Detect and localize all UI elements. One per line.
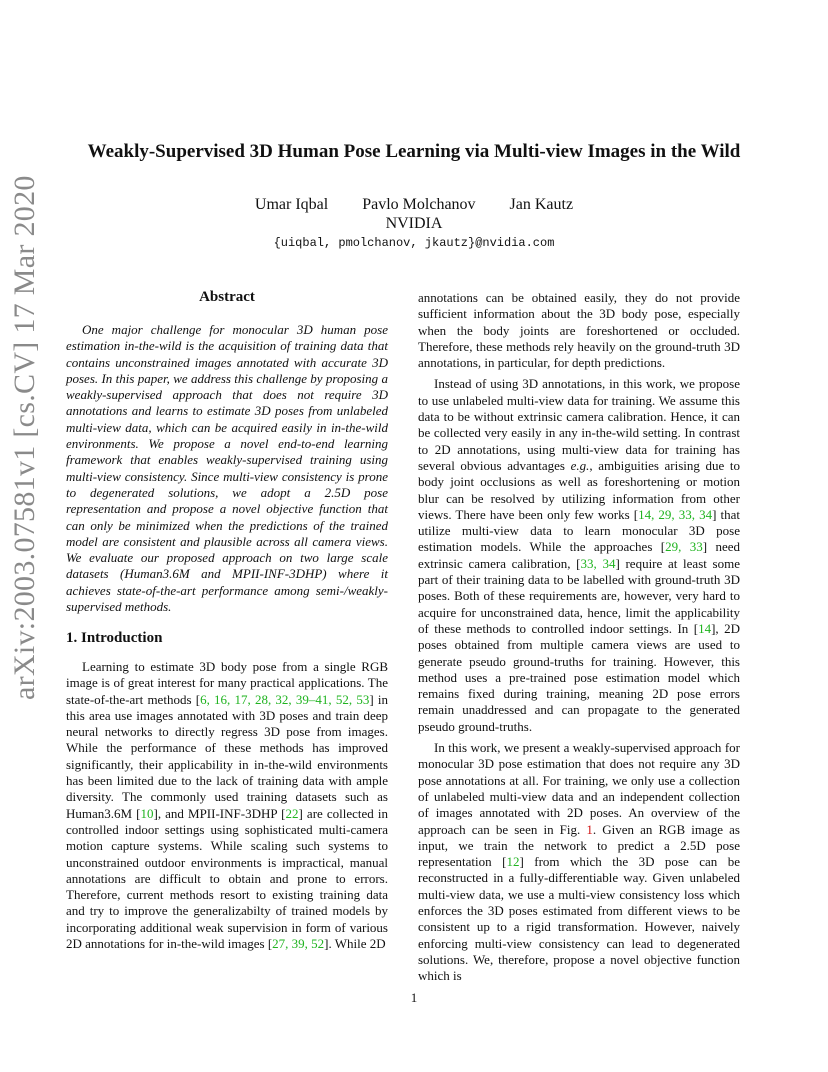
abstract-text: One major challenge for monocular 3D human pose estimation in-the-wild is the acquisition of training data that contains unconstrained images annotated with accurate 3D poses. In this paper, we address this challenge by proposing a weakly-supervised approach that does not require 3D annotations and learns to estimate 3D poses from unlabeled multi-view data, which can be acquired easily in in-the-wild environments. We propose a novel end-to-end learning framework that enables weakly-supervised training using multi-view consistency. Since multi-view consistency is prone to degenerated solutions, we adopt a 2.5D pose representation and propose a novel objective function that can only be minimized when the predictions of the trained model are consistent and plausible across all camera views. We evaluate our proposed approach on two large scale datasets (Human3.6M and MPII-INF-3DHP) where it achieves state-of-the-art performance among semi-/weakly-supervised methods. bbox=[66, 322, 388, 615]
citation-link[interactable]: 6, 16, 17, 28, 32, 39–41, 52, 53 bbox=[200, 691, 370, 707]
abstract-body bbox=[66, 322, 388, 615]
affiliation: NVIDIA bbox=[385, 215, 443, 232]
section-heading-introduction: 1. Introduction bbox=[66, 630, 163, 646]
author-name: Jan Kautz bbox=[509, 196, 574, 213]
citation-link[interactable]: 14 bbox=[698, 620, 712, 636]
citation-link[interactable]: 29, 33 bbox=[665, 539, 703, 555]
author-name: Pavlo Molchanov bbox=[362, 196, 476, 213]
author-emails: {uiqbal, pmolchanov, jkautz}@nvidia.com bbox=[273, 236, 555, 250]
citation-link[interactable]: 10 bbox=[140, 805, 154, 821]
figure-reference-link[interactable]: 1 bbox=[586, 821, 593, 837]
abstract-heading: Abstract bbox=[199, 289, 255, 305]
citation-link[interactable]: 22 bbox=[285, 805, 299, 821]
intro-paragraph-2: Instead of using 3D annotations, in this work, we propose to use unlabeled multi-view data for training. We assume this data to be without extrinsic camera calibration. Hence, it can be collected very easily in any in-the-wild setting. In contrast to 2D annotations, using multi-view data for training has several obvious advantages e.g., ambiguities arising due to body joint occlusions as well as foreshortening or motion blur can be resolved by utilizing information from other views. There have been only few works [14, 29, 33, 34] that utilize multi-view data to learn monocular 3D pose estimation models. While the approaches [29, 33] need extrinsic camera calibration, [33, 34] require at least some part of their training data to be labelled with ground-truth 3D poses. Both of these requirements are, however, very hard to acquire for unconstrained data, hence, limit the applicability of these methods to controlled indoor settings. In [14], 2D poses obtained from multiple camera views are used to generate pseudo ground-truths for training. However, this method uses a pre-trained pose estimation model which remains fixed during training, meaning 2D pose errors remain unaddressed and can propagate to the generated pseudo ground-truths. bbox=[418, 376, 741, 734]
intro-paragraph-3: In this work, we present a weakly-supervised approach for monocular 3D pose estimation that does not require any 3D pose annotations at all. For training, we only use a collection of unlabeled multi-view data and an independent collection of images annotated with 2D poses. An overview of the approach can be seen in Fig. 1. Given an RGB image as input, we train the network to predict a 2.5D pose representation [12] from which the 3D pose can be reconstructed in a fully-differentiable way. Given unlabeled multi-view data, we use a multi-view consistency loss which enforces the 3D poses estimated from different views to be consistent up to a rigid transformation. However, naively enforcing multi-view consistency can lead to degenerated solutions. We, therefore, propose a novel objective function which is bbox=[418, 740, 740, 984]
citation-link[interactable]: 33, 34 bbox=[580, 555, 616, 571]
author-name: Umar Iqbal bbox=[254, 196, 329, 213]
citation-link[interactable]: 14, 29, 33, 34 bbox=[638, 506, 713, 522]
intro-paragraph-1: Learning to estimate 3D body pose from a single RGB image is of great interest for many practical applications. The state-of-the-art methods [6, 16, 17, 28, 32, 39–41, 52, 53] in this area use images annotated with 3D poses and train deep neural networks to directly regress 3D pose from images. While the performance of these methods has improved significantly, their applicability in in-the-wild environments has been limited due to the lack of training data with ample diversity. The commonly used training datasets such as Human3.6M [10], and MPII-INF-3DHP [22] are collected in controlled indoor settings using sophisticated multi-camera motion capture systems. While scaling such systems to unconstrained outdoor environments is impractical, manual annotations are difficult to obtain and prone to errors. Therefore, current methods resort to existing training data and try to improve the generalizabilty of trained models by incorporating additional weak supervision in form of various 2D annotations for in-the-wild images [27, 39, 52]. While 2D bbox=[66, 659, 389, 952]
paper-title: Weakly-Supervised 3D Human Pose Learning via Multi-view Images in the Wild bbox=[87, 141, 741, 162]
arxiv-side-stamp: arXiv:2003.07581v1 [cs.CV] 17 Mar 2020 bbox=[8, 175, 41, 700]
citation-link[interactable]: 12 bbox=[506, 854, 520, 870]
citation-link[interactable]: 27, 39, 52 bbox=[272, 936, 325, 952]
intro-left-column bbox=[66, 659, 388, 952]
author-list bbox=[0, 196, 828, 214]
intro-paragraph-1-continued: annotations can be obtained easily, they do not provide sufficient information about the 3D body pose, especially when the body joints are foreshortened or occluded. Therefore, these methods rely heavily on the ground-truth 3D annotations, in particular, for depth predictions. bbox=[418, 290, 740, 371]
intro-right-column bbox=[418, 290, 740, 984]
page-number: 1 bbox=[410, 990, 418, 1005]
